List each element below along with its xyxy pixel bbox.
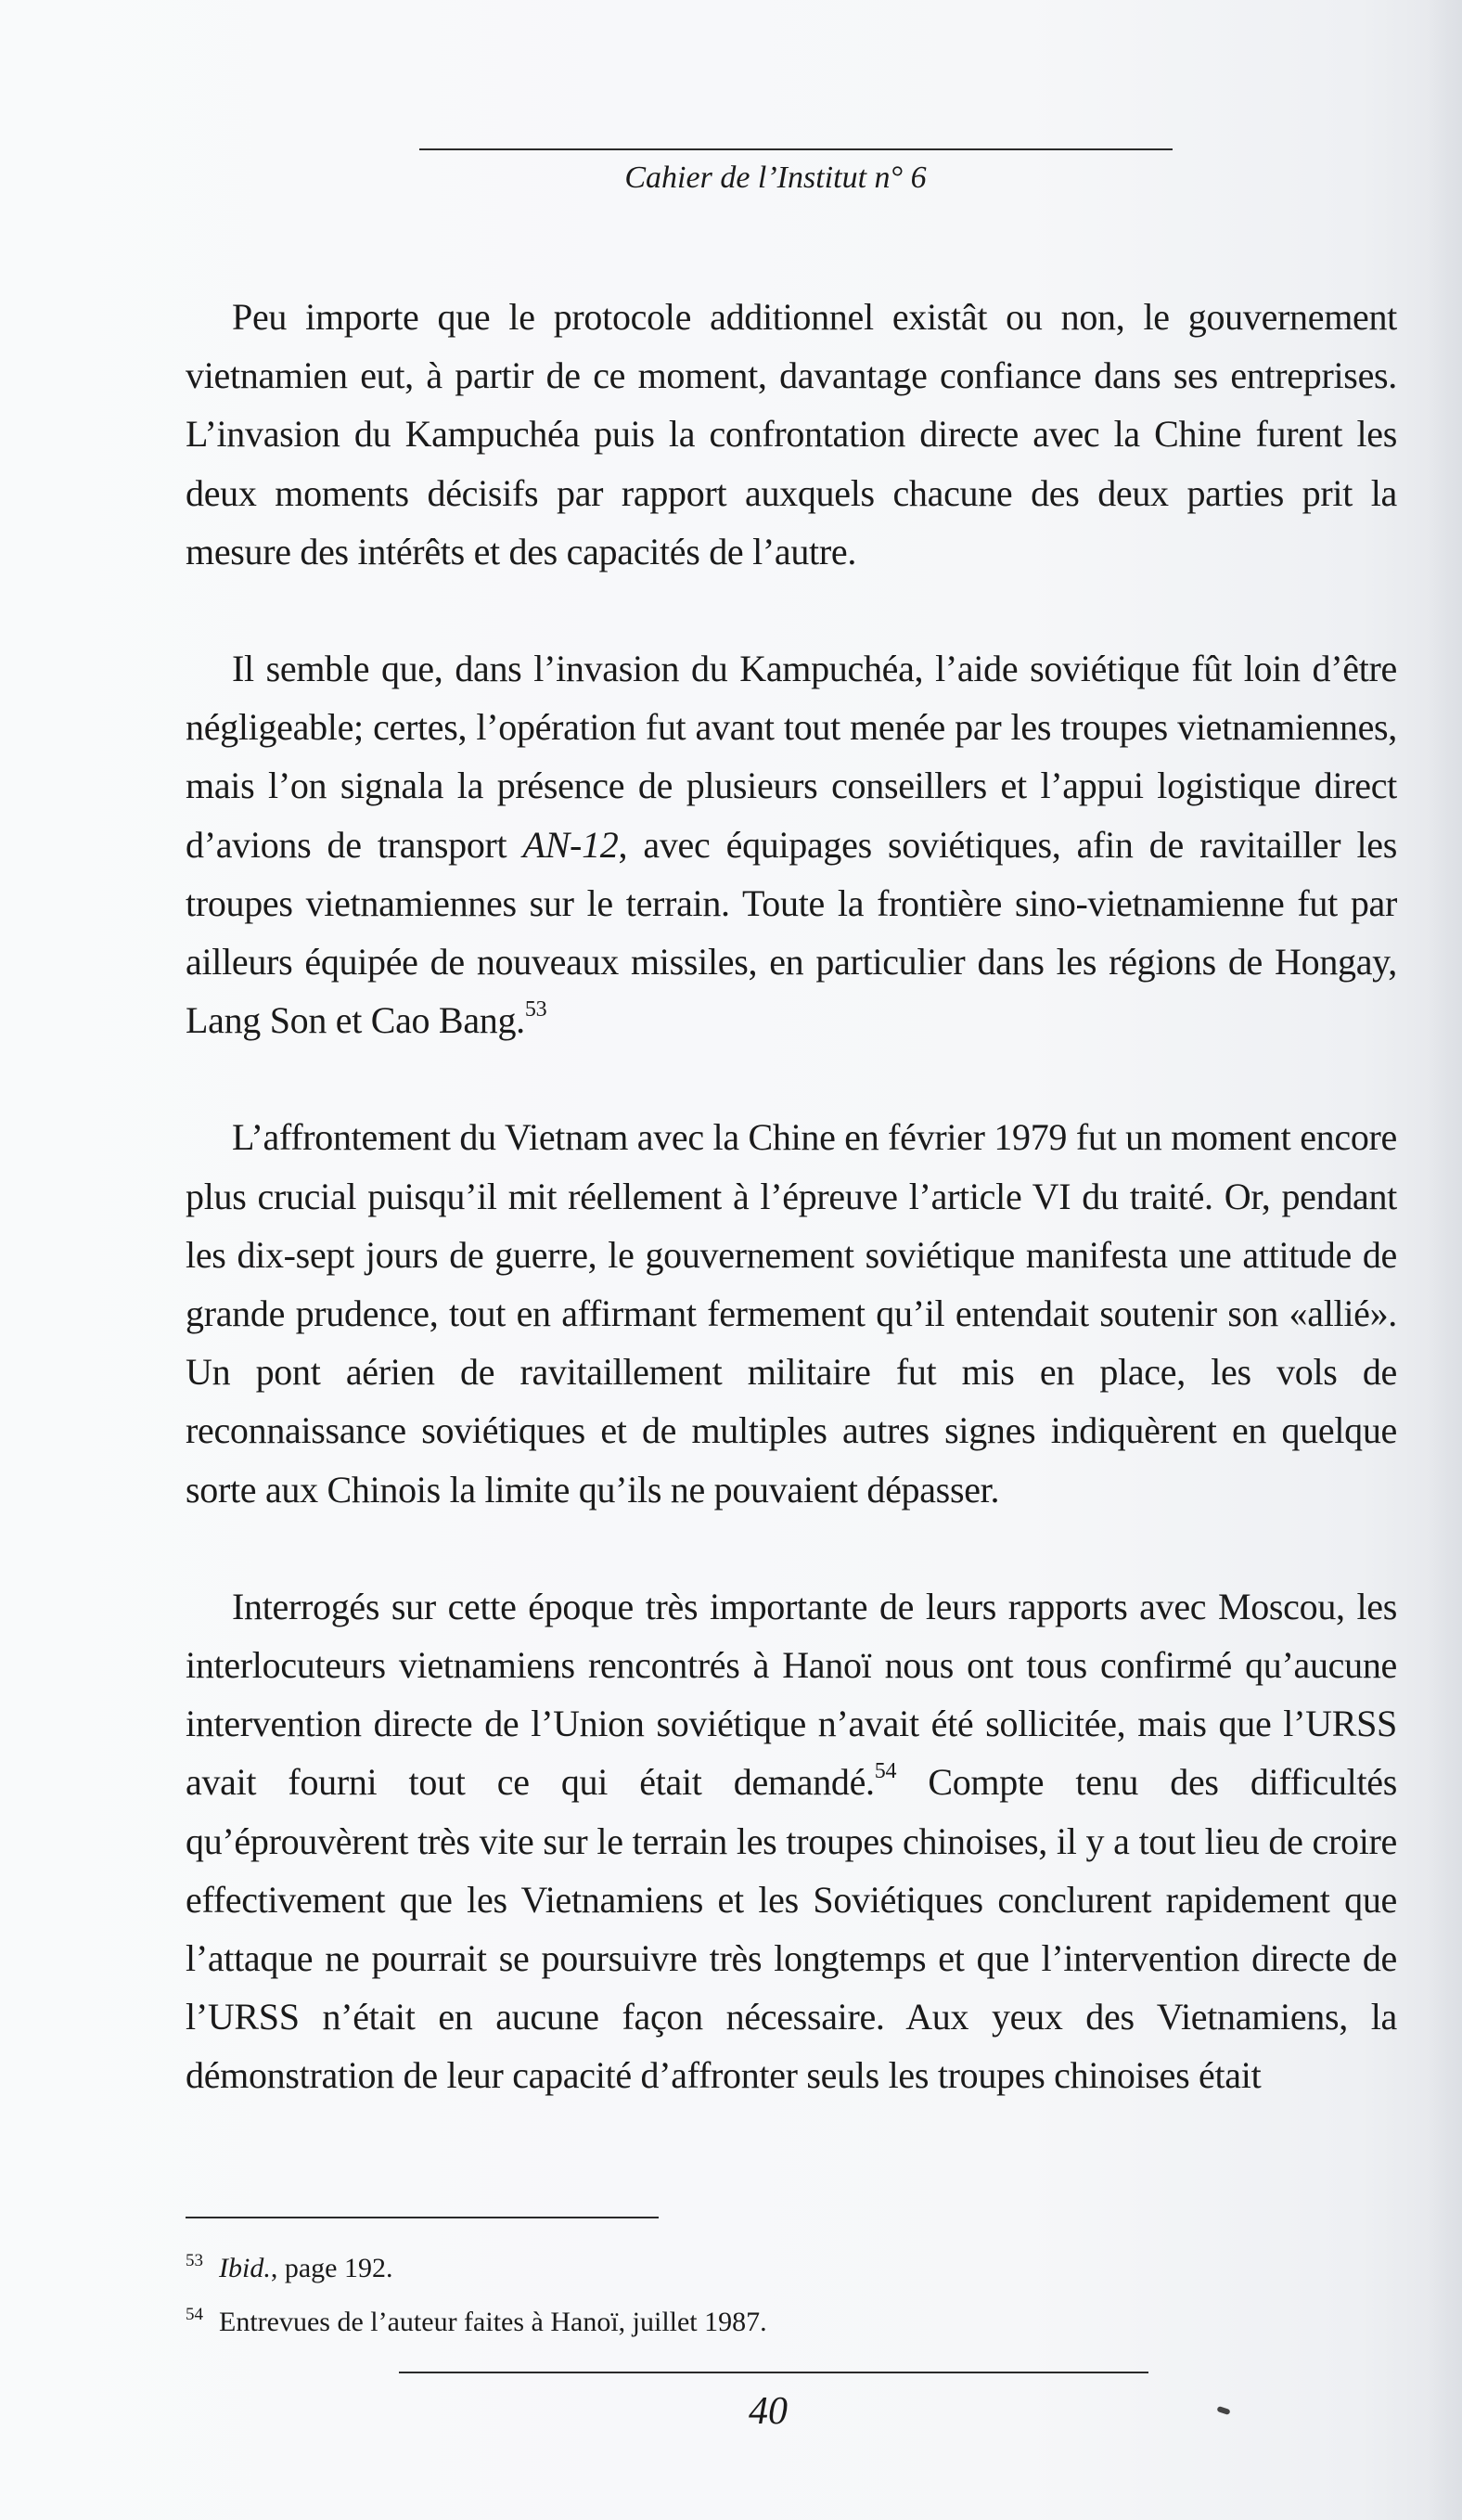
paragraph-4-text-b: Compte tenu des difficultés qu’éprouvèrent très vite sur le terrain les troupes chinoises, il y a tout lieu de croire effectivement que les Vietnamiens et les Soviétiques conclurent rapidement que l’attaque ne pourrait se poursuivre très longtemps et que l’intervention directe de l’URSS n’était en aucune façon nécessaire. Aux yeux des Vietnamiens, la démonstration de leur capacité d’affronter seuls les troupes chinoises était bbox=[186, 1761, 1397, 2097]
page-number: 40 bbox=[749, 2390, 788, 2433]
footnote-54 bbox=[186, 2292, 1206, 2346]
page-edge-shadow bbox=[1429, 0, 1462, 2520]
footnote-body: , page 192. bbox=[270, 2253, 393, 2283]
footnote-ref-53[interactable]: 53 bbox=[524, 997, 547, 1022]
footnote-text bbox=[219, 2253, 392, 2283]
footnote-ref-54[interactable]: 54 bbox=[874, 1759, 897, 1784]
footnote-italic: Ibid. bbox=[219, 2253, 271, 2283]
body-text bbox=[186, 288, 1397, 2105]
header-rule bbox=[419, 148, 1173, 150]
footnote-text bbox=[219, 2307, 767, 2337]
paragraph-1: Peu importe que le protocole additionnel existât ou non, le gouvernement vietnamien eut, à partir de ce moment, davantage confiance dans ses entreprises. L’invasion du Kampuchéa puis la confrontation directe avec la Chine furent les deux moments décisifs par rapport auxquels chacune des deux parties prit la mesure des intérêts et des capacités de l’autre. bbox=[186, 296, 1397, 572]
running-header: Cahier de l’Institut n° 6 bbox=[624, 161, 927, 195]
paragraph-2-text-a: Il semble que, dans l’invasion du Kampuchéa, l’aide soviétique fût loin d’être négligeable; certes, l’opération fut avant tout menée par les troupes vietnamiennes, mais l’on signala la présence de plusieurs conseillers et l’appui logistique direct d’avions de transport bbox=[186, 648, 1397, 866]
footnote-rule bbox=[186, 2217, 659, 2218]
footnotes bbox=[186, 2238, 1206, 2346]
paragraph-2 bbox=[186, 639, 1397, 1049]
footer-rule bbox=[399, 2372, 1148, 2373]
aircraft-model: AN-12 bbox=[522, 823, 619, 866]
footnote-body: Entrevues de l’auteur faites à Hanoï, juillet 1987. bbox=[219, 2307, 767, 2337]
footnote-53 bbox=[186, 2238, 1206, 2292]
paragraph-4 bbox=[186, 1577, 1397, 2105]
paragraph-2-text-b: , avec équipages soviétiques, afin de ravitailler les troupes vietnamiennes sur le terrain. Toute la frontière sino-vietnamienne fut par ailleurs équipée de nouveaux missiles, en particulier dans les régions de Hongay, Lang Son et Cao Bang. bbox=[186, 823, 1397, 1042]
footnote-number: 54 bbox=[186, 2305, 203, 2324]
footnote-number: 53 bbox=[186, 2251, 203, 2270]
paragraph-3: L’affrontement du Vietnam avec la Chine en février 1979 fut un moment encore plus crucial puisqu’il mit réellement à l’épreuve l’article VI du traité. Or, pendant les dix-sept jours de guerre, le gouvernement soviétique manifesta une attitude de grande prudence, tout en affirmant fermement qu’il entendait soutenir son «allié». Un pont aérien de ravitaillement militaire fut mis en place, les vols de reconnaissance soviétiques et de multiples autres signes indiquèrent en quelque sorte aux Chinois la limite qu’ils ne pouvaient dépasser. bbox=[186, 1116, 1397, 1511]
paragraph-4-text-a: Interrogés sur cette époque très importante de leurs rapports avec Moscou, les interlocuteurs vietnamiens rencontrés à Hanoï nous ont tous confirmé qu’aucune intervention directe de l’Union soviétique n’avait été sollicitée, mais que l’URSS avait fourni tout ce qui était demandé. bbox=[186, 1585, 1397, 1804]
